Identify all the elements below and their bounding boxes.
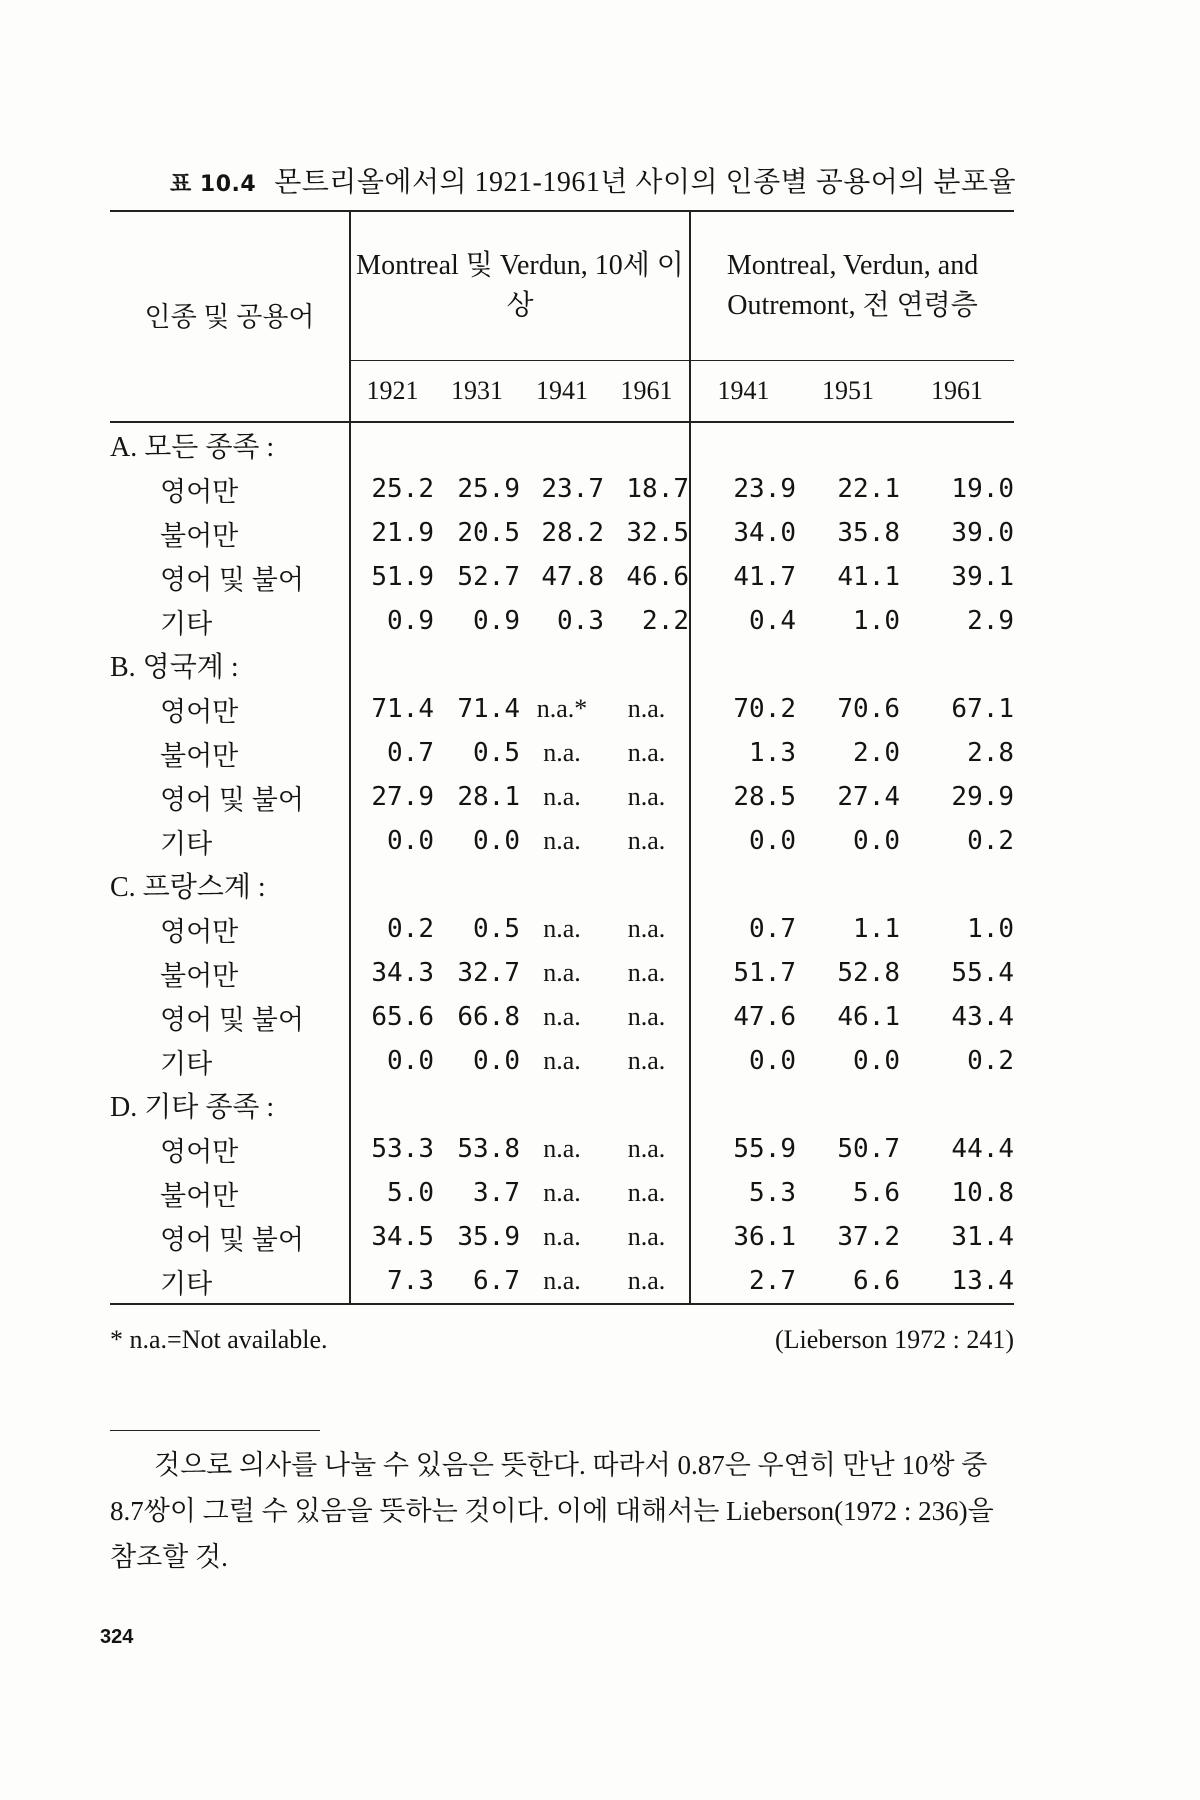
data-table: [110, 210, 1014, 1305]
table-cell: n.a.*: [536, 694, 588, 723]
table-cell: 0.0: [473, 826, 520, 856]
table-cell: 0.4: [690, 599, 796, 643]
section-title: B. 영국계 :: [110, 652, 239, 683]
table-row: [110, 1259, 1014, 1304]
row-label: 영어 및 불어: [160, 564, 304, 595]
table-cell: 70.2: [690, 687, 796, 731]
table-cell: 67.1: [951, 694, 1015, 724]
table-cell: 44.4: [951, 1134, 1015, 1164]
table-cell: 2.8: [967, 738, 1015, 768]
row-label-header: 인종 및 공용어: [110, 211, 350, 422]
table-cell: 2.0: [853, 738, 901, 768]
section-row: [110, 422, 1014, 467]
table-cell: 34.5: [350, 1215, 434, 1259]
table-cell: 1.0: [967, 914, 1015, 944]
year-header: 1931: [434, 361, 520, 423]
table-cell: 50.7: [837, 1134, 901, 1164]
table-cell: 53.8: [457, 1134, 520, 1164]
table-cell: 0.0: [350, 1039, 434, 1083]
table-cell: 27.4: [837, 782, 901, 812]
table-cell: n.a.: [627, 1178, 666, 1207]
table-cell: n.a.: [543, 1178, 581, 1207]
table-body: [110, 422, 1014, 1304]
table-cell: n.a.: [627, 1002, 666, 1031]
section-row: [110, 643, 1014, 687]
table-caption: 몬트리올에서의 1921-1961년 사이의 인종별 공용어의 분포율: [274, 167, 1017, 198]
na-note: * n.a.=Not available.: [110, 1325, 328, 1354]
table-row: [110, 907, 1014, 951]
table-cell: 52.8: [837, 958, 901, 988]
table-cell: 55.4: [951, 958, 1015, 988]
table-cell: 46.1: [837, 1002, 901, 1032]
row-label: 불어만: [160, 520, 239, 551]
year-header: 1961: [900, 361, 1014, 423]
table-cell: 65.6: [350, 995, 434, 1039]
table-cell: n.a.: [627, 826, 666, 855]
table-cell: 0.2: [967, 1046, 1015, 1076]
table-row: [110, 687, 1014, 731]
table-cell: 21.9: [350, 511, 434, 555]
table-row: [110, 731, 1014, 775]
footnote-divider: [110, 1430, 320, 1431]
table-cell: 35.8: [837, 518, 901, 548]
table-cell: n.a.: [604, 1259, 690, 1304]
table-cell: 0.2: [967, 826, 1015, 856]
table-cell: 47.6: [690, 995, 796, 1039]
table-cell: 0.0: [350, 819, 434, 863]
table-row: [110, 951, 1014, 995]
table-cell: n.a.: [627, 1134, 666, 1163]
table-cell: 3.7: [473, 1178, 520, 1208]
table-cell: 43.4: [951, 1002, 1015, 1032]
table-cell: 31.4: [951, 1222, 1015, 1252]
table-cell: 34.3: [350, 951, 434, 995]
table-cell: 0.9: [350, 599, 434, 643]
table-cell: 5.6: [853, 1178, 901, 1208]
table-cell: 19.0: [951, 474, 1015, 504]
row-label: 기타: [160, 828, 213, 859]
row-label: 영어만: [160, 696, 239, 727]
table-row: [110, 511, 1014, 555]
row-label: 불어만: [160, 1180, 239, 1211]
year-header: 1961: [604, 361, 690, 423]
table-cell: 70.6: [837, 694, 901, 724]
table-cell: 0.0: [853, 826, 901, 856]
table-cell: 23.7: [541, 474, 604, 504]
table-cell: 23.9: [690, 467, 796, 511]
table-cell: 46.6: [626, 562, 690, 592]
table-row: [110, 1171, 1014, 1215]
table-cell: 25.2: [350, 467, 434, 511]
table-cell: n.a.: [543, 1046, 581, 1075]
row-label: 영어만: [160, 1136, 239, 1167]
table-cell: n.a.: [627, 782, 666, 811]
table-cell: n.a.: [543, 1002, 581, 1031]
table-cell: 34.0: [690, 511, 796, 555]
page-number: 324: [100, 1626, 134, 1648]
table-cell: 13.4: [900, 1259, 1014, 1304]
table-cell: n.a.: [627, 958, 666, 987]
table-row: [110, 1039, 1014, 1083]
table-cell: n.a.: [627, 694, 666, 723]
table-cell: 41.7: [690, 555, 796, 599]
table-cell: n.a.: [543, 958, 581, 987]
table-title: [170, 160, 1070, 200]
table-cell: 7.3: [350, 1259, 434, 1304]
table-row: [110, 467, 1014, 511]
table-cell: n.a.: [543, 1134, 581, 1163]
table-row: [110, 995, 1014, 1039]
table-cell: 0.2: [350, 907, 434, 951]
table-cell: 2.9: [967, 606, 1015, 636]
year-header: 1951: [796, 361, 900, 423]
source-citation: (Lieberson 1972 : 241): [774, 1325, 1014, 1354]
table-row: [110, 775, 1014, 819]
table-cell: 51.9: [350, 555, 434, 599]
row-label: 영어 및 불어: [160, 1004, 304, 1035]
row-label: 영어 및 불어: [160, 1224, 304, 1255]
table-number: 표 10.4: [170, 172, 257, 197]
row-label: 불어만: [160, 960, 239, 991]
table-cell: 47.8: [541, 562, 604, 592]
table-row: [110, 555, 1014, 599]
table-cell: n.a.: [543, 738, 581, 767]
table-cell: 0.0: [473, 1046, 520, 1076]
section-row: [110, 863, 1014, 907]
table-cell: n.a.: [543, 914, 581, 943]
year-header: 1921: [350, 361, 434, 423]
table-cell: 32.5: [626, 518, 690, 548]
table-cell: 37.2: [837, 1222, 901, 1252]
table-cell: n.a.: [627, 738, 666, 767]
table-cell: 20.5: [457, 518, 520, 548]
table-cell: 0.0: [690, 1039, 796, 1083]
table-cell: 0.7: [350, 731, 434, 775]
table-cell: 36.1: [690, 1215, 796, 1259]
table-cell: 41.1: [837, 562, 901, 592]
table-cell: 28.2: [541, 518, 604, 548]
table-cell: 18.7: [626, 474, 690, 504]
section-title: A. 모든 종족 :: [110, 432, 275, 463]
table-row: [110, 599, 1014, 643]
table-cell: 22.1: [837, 474, 901, 504]
table-cell: 35.9: [457, 1222, 520, 1252]
table-cell: 51.7: [690, 951, 796, 995]
table-cell: 29.9: [951, 782, 1015, 812]
table-cell: 32.7: [457, 958, 520, 988]
table-cell: 0.0: [690, 819, 796, 863]
table-cell: 1.0: [853, 606, 901, 636]
row-label: 기타: [160, 1048, 213, 1079]
table-row: [110, 819, 1014, 863]
table-cell: 0.5: [473, 914, 520, 944]
table-cell: 71.4: [350, 687, 434, 731]
table-cell: 0.0: [853, 1046, 901, 1076]
table-row: [110, 1215, 1014, 1259]
table-cell: 53.3: [350, 1127, 434, 1171]
table-cell: 66.8: [457, 1002, 520, 1032]
row-label: 영어 및 불어: [160, 784, 304, 815]
table-cell: n.a.: [543, 782, 581, 811]
table-cell: 0.7: [690, 907, 796, 951]
row-label: 영어만: [160, 476, 239, 507]
table-cell: n.a.: [543, 826, 581, 855]
table-cell: 2.7: [690, 1259, 796, 1304]
table-cell: 6.7: [434, 1259, 520, 1304]
table-cell: n.a.: [627, 914, 666, 943]
year-header: 1941: [520, 361, 604, 423]
table-cell: 25.9: [457, 474, 520, 504]
section-row: [110, 1083, 1014, 1127]
table-cell: 2.2: [642, 606, 690, 636]
table-cell: 1.1: [853, 914, 901, 944]
table-cell: 0.9: [473, 606, 520, 636]
table-cell: n.a.: [627, 1222, 666, 1251]
table-cell: n.a.: [627, 1046, 666, 1075]
table-cell: 52.7: [457, 562, 520, 592]
table-cell: 28.5: [690, 775, 796, 819]
table-cell: 71.4: [457, 694, 520, 724]
table-cell: 5.0: [350, 1171, 434, 1215]
table-cell: 1.3: [690, 731, 796, 775]
table-cell: n.a.: [543, 1222, 581, 1251]
row-label: 영어만: [160, 916, 239, 947]
table-row: [110, 1127, 1014, 1171]
group-header-2: Montreal, Verdun, and Outremont, 전 연령층: [690, 211, 1014, 361]
table-cell: 27.9: [350, 775, 434, 819]
row-label: 기타: [110, 1259, 350, 1304]
row-label: 불어만: [160, 740, 239, 771]
table-cell: 28.1: [457, 782, 520, 812]
table-notes: [110, 1325, 1014, 1355]
footnote-text: 것으로 의사를 나눌 수 있음은 뜻한다. 따라서 0.87은 우연히 만난 10쌍 중 8.7쌍이 그럴 수 있음을 뜻하는 것이다. 이에 대해서는 Lieberson(1972 : 236)을 참조할 것.: [110, 1450, 994, 1572]
table-cell: 5.3: [690, 1171, 796, 1215]
table-cell: 0.3: [557, 606, 604, 636]
year-header: 1941: [690, 361, 796, 423]
section-title: C. 프랑스계 :: [110, 872, 266, 903]
table-cell: 39.1: [951, 562, 1015, 592]
row-label: 기타: [160, 608, 213, 639]
table-cell: 6.6: [796, 1259, 900, 1304]
table-cell: 10.8: [951, 1178, 1015, 1208]
table-cell: 55.9: [690, 1127, 796, 1171]
section-title: D. 기타 종족 :: [110, 1092, 275, 1123]
table-cell: 0.5: [473, 738, 520, 768]
table-cell: n.a.: [520, 1259, 604, 1304]
group-header-1: Montreal 및 Verdun, 10세 이상: [350, 211, 690, 361]
table-cell: 39.0: [951, 518, 1015, 548]
